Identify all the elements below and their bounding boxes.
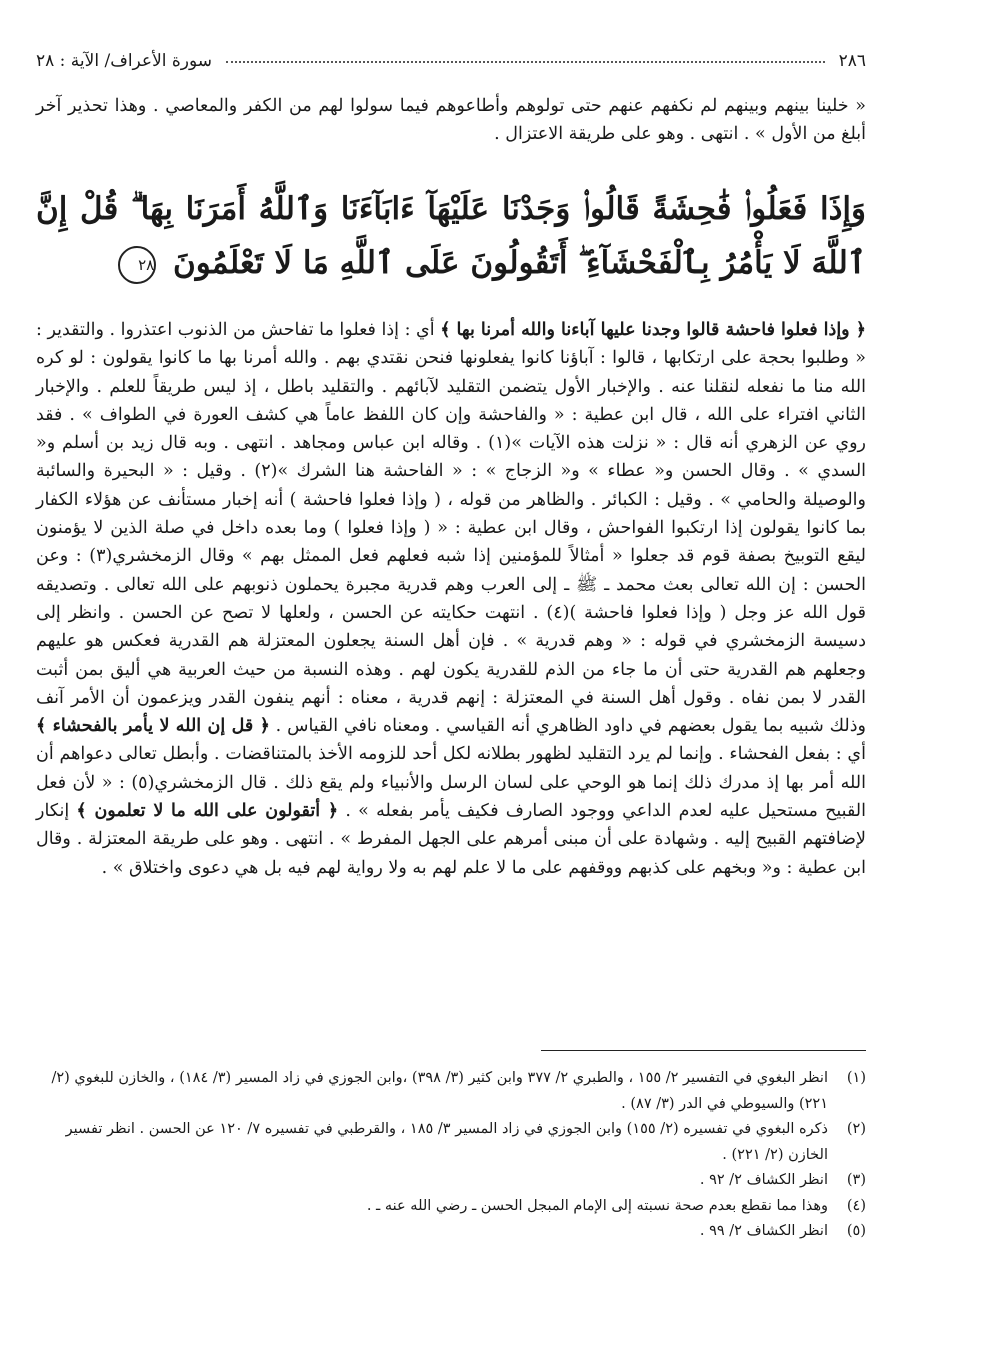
footnote-number: (٣) bbox=[846, 1172, 866, 1188]
footnote-text: انظر البغوي في التفسير ٢/ ١٥٥ ، والطبري ٢/ ٣٧٧ وابن كثير (٣/ ٣٩٨) ،وابن الجوزي في زاد المسير (٣/ ١٨٤) ، والخازن للبغوي (٢/ ٢٢١) والسيوطي في الدر (٣/ ٨٧) . bbox=[51, 1070, 828, 1112]
page-number: ٢٨٦ bbox=[838, 51, 866, 71]
footnote-text: ذكره البغوي في تفسيره (٢/ ١٥٥) وابن الجوزي في زاد المسير ٣/ ١٨٥ ، والقرطبي في تفسيره ٧/ ١٢٠ عن الحسن . انظر تفسير الخازن (٢/ ٢٢١) . bbox=[65, 1121, 828, 1163]
footnote-text: انظر الكشاف ٢/ ٩٩ . bbox=[699, 1223, 828, 1239]
commentary-text: إنكار لإضافتهم القبيح إليه . وشهادة على أن مبنى أمرهم على الجهل المفرط » . انتهى . وهو على طريقة المعتزلة . وقال ابن عطية : و« وبخهم على كذبهم ووقفهم على ما لا علم لهم به ولا رواية لهم فيه بل هي دعوى واختلاق » . bbox=[36, 801, 866, 878]
ayah-number-marker: ٢٨ bbox=[118, 246, 156, 284]
footnote bbox=[36, 1117, 866, 1168]
verse-text: وَإِذَا فَعَلُوا۟ فَٰحِشَةً قَالُوا۟ وَجَدْنَا عَلَيْهَآ ءَابَآءَنَا وَٱللَّهُ أَمَرَنَا بِهَا ۗ قُلْ إِنَّ ٱللَّهَ لَا يَأْمُرُ بِٱلْفَحْشَآءِ ۖ أَتَقُولُونَ عَلَى ٱللَّهِ مَا لَا تَعْلَمُونَ bbox=[36, 191, 866, 281]
running-header bbox=[36, 46, 866, 76]
footnote-number: (٢) bbox=[846, 1121, 866, 1137]
footnote-text: وهذا مما نقطع بعدم صحة نسبته إلى الإمام المبجل الحسن ـ رضي الله عنه ـ . bbox=[366, 1197, 828, 1214]
footnote bbox=[36, 1219, 866, 1245]
footnote-divider bbox=[541, 1050, 866, 1051]
intro-paragraph: « خلينا بينهم وبينهم لم نكفهم عنهم حتى تولوهم وأطاعوهم فيما سولوا لهم من الكفر والمعاصي . وهذا تحذير آخر أبلغ من الأول » . انتهى . وهو على طريقة الاعتزال . bbox=[36, 96, 866, 145]
footnote-number: (١) bbox=[846, 1070, 866, 1086]
footnote-text: انظر الكشاف ٢/ ٩٢ . bbox=[699, 1172, 828, 1188]
footnote-number: (٥) bbox=[846, 1223, 866, 1239]
verse-quote: ﴿ أتقولون على الله ما لا تعلمون ﴾ bbox=[76, 801, 339, 822]
commentary-text: أي : بفعل الفحشاء . وإنما لم يرد التقليد لظهور بطلانه لكل أحد للزومه الأخذ بالمتناقضات . وأبطل تعالى دعواهم أن الله أمر بها إذ مدرك ذلك إنما هو الوحي على لسان الرسل والأنبياء ولم يقع ذلك . قال الزمخشري(٥) : « لأن فعل القبيح مستحيل عليه لعدم الداعي ووجود الصارف فكيف يأمر بفعله » . bbox=[36, 744, 867, 822]
footnote bbox=[36, 1066, 866, 1117]
surah-reference: سورة الأعراف/ الآية : ٢٨ bbox=[36, 51, 213, 71]
quran-verse bbox=[36, 182, 866, 290]
footnote bbox=[36, 1194, 866, 1220]
footnotes bbox=[36, 1066, 866, 1245]
footnote bbox=[36, 1168, 866, 1194]
header-dotted-leader bbox=[226, 60, 825, 63]
commentary-text: أي : إذا فعلوا ما تفاحش من الذنوب اعتذروا . والتقدير : « وطلبوا بحجة على ارتكابها ، قالوا : آباؤنا كانوا يفعلونها فنحن نقتدي بهم . والله أمرنا بها ما كانوا يقولون : لو كره الله منا ما نفعله لنقلنا عنه . والإخبار الأول يتضمن التقليد لآبائهم . والتقليد باطل ، إذ ليس طريقاً للعلم . والإخبار الثاني افتراء على الله ، قال ابن عطية : « والفاحشة وإن كان اللفظ عاماً هي كشف العورة في الطواف » . فقد روي عن الزهري أنه قال : « نزلت هذه الآيات »(١) . وقاله ابن عباس ومجاهد . انتهى . وبه قال زيد بن أسلم و« السدي » . وقال الحسن و« عطاء » و« الزجاج » : « الفاحشة هنا الشرك »(٢) . وقيل : « البحيرة والسائبة والوصيلة والحامي » . وقيل : الكبائر . والظاهر من قوله ، ( وإذا فعلوا فاحشة ) أنه إخبار مستأنف عن هؤلاء الكفار بما كانوا يقولون إذا ارتكبوا الفواحش ، وقال ابن عطية : « ( وإذا فعلوا ) وما بعده داخل في صلة الذين لا يؤمنون ليقع التوبيخ بصفة قوم قد جعلوا « أمثالاً للمؤمنين إذا شبه فعلهم فعل الممثل بهم » وقال الزمخشري(٣) : وعن الحسن : إن الله تعالى بعث محمد ـ ﷺ ـ إلى العرب وهم قدرية مجبرة يحملون ذنوبهم على الله تعالى . وتصديقه قول الله عز وجل ( وإذا فعلوا فاحشة )(٤) . انتهت حكايته عن الحسن ، ولعلها لا تصح عن الحسن . وانظر إلى دسيسة الزمخشري في قوله : « وهم قدرية » . فإن أهل السنة يجعلون المعتزلة هم القدرية فعكس هو عليهم وجعلهم هم القدرية حتى أن ما جاء من الذم للقدرية يكون لهم . وهذه النسبة من حيث العربية هي أليق بمن أثبت القدر لا بمن نفاه . وقول أهل السنة في المعتزلة : إنهم قدرية ، معناه : أنهم ينفون القدر ويزعمون أن الأمر آنف وذلك شبيه بما يقول بعضهم في داود الظاهري أنه القياسي . ومعناه نافي القياس . bbox=[36, 320, 867, 737]
verse-quote: ﴿ وإذا فعلوا فاحشة قالوا وجدنا عليها آباءنا والله أمرنا بها ﴾ bbox=[440, 320, 866, 340]
commentary-paragraph bbox=[36, 316, 866, 882]
footnote-number: (٤) bbox=[846, 1197, 866, 1214]
verse-quote: ﴿ قل إن الله لا يأمر بالفحشاء ﴾ bbox=[36, 716, 270, 737]
commentary bbox=[36, 316, 866, 882]
